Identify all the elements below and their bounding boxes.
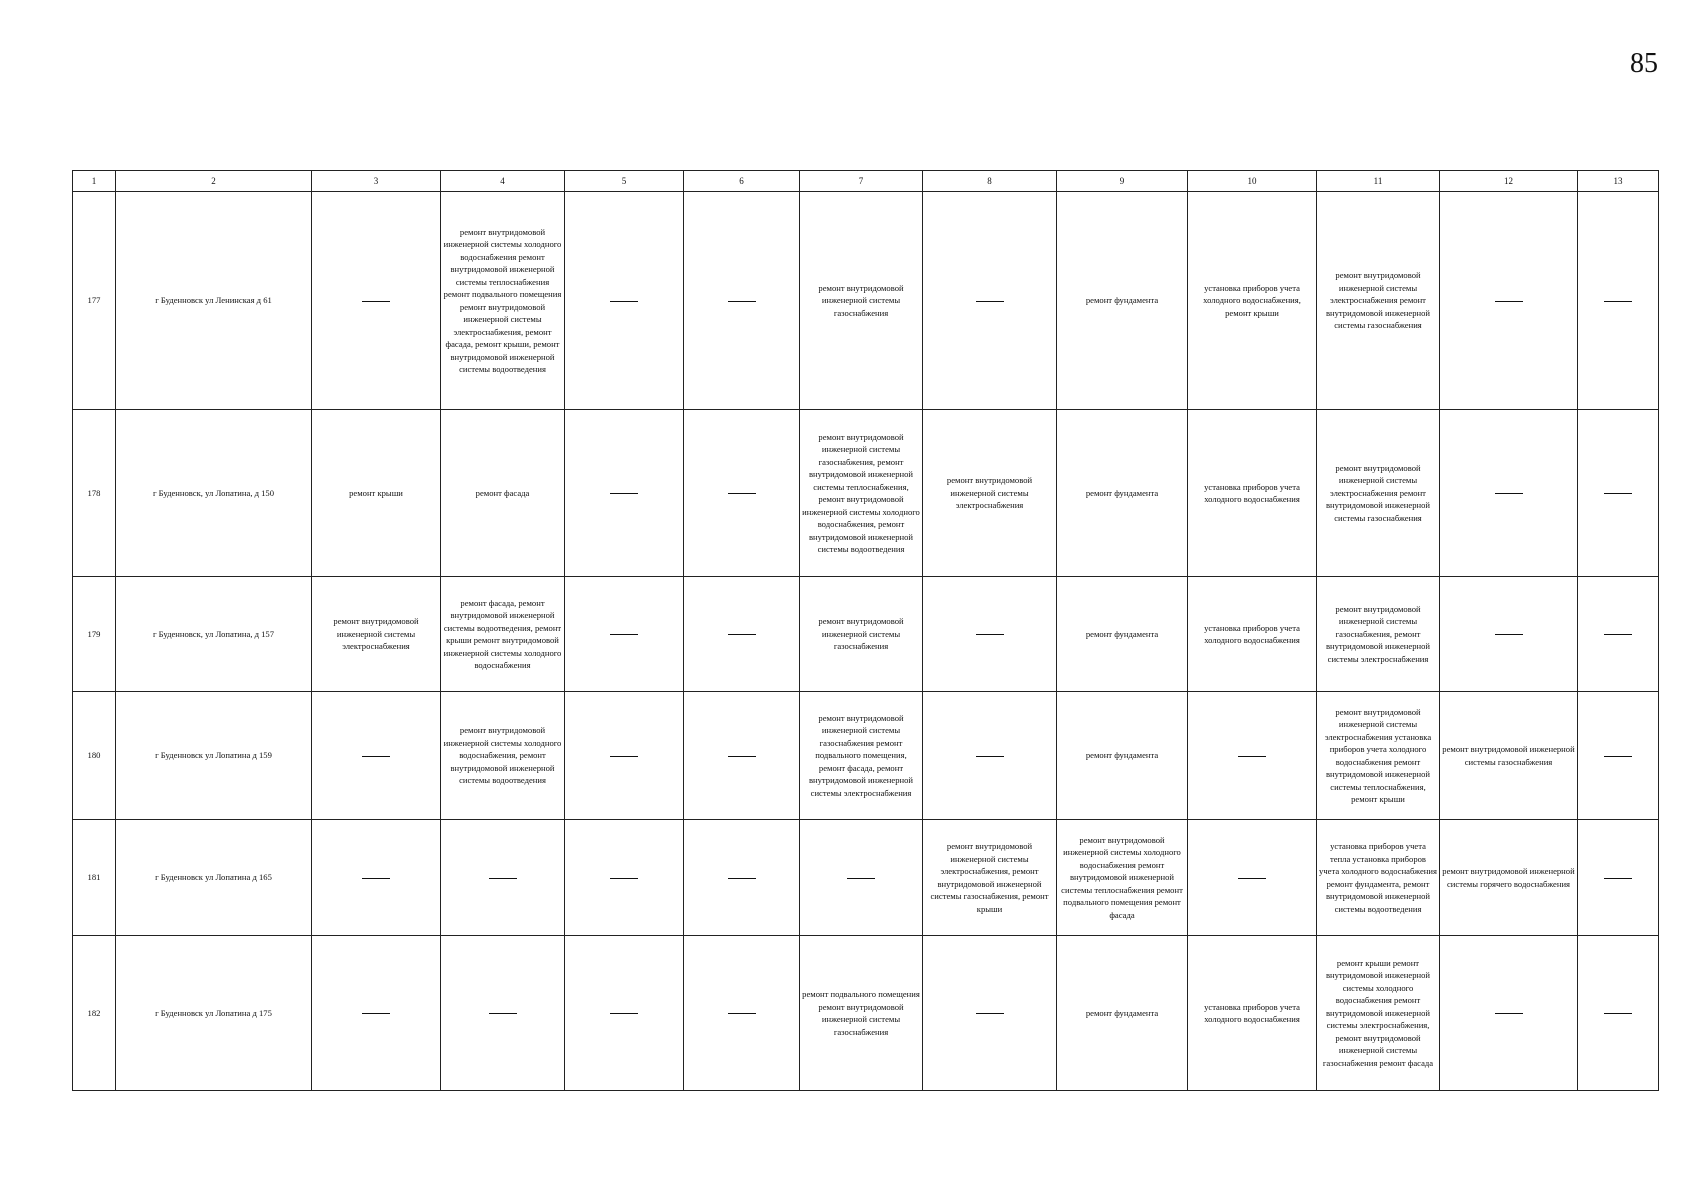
empty-dash-cell [565,936,684,1091]
empty-dash-cell [684,692,800,820]
empty-dash-cell [1578,577,1659,692]
table-cell: установка приборов учета холодного водоснабжения [1188,577,1317,692]
table-cell: ремонт внутридомовой инженерной системы электроснабжения [923,410,1057,577]
dash-mark [1495,634,1523,635]
empty-dash-cell [565,820,684,936]
table-cell: ремонт внутридомовой инженерной системы холодного водоснабжения, ремонт внутридомовой инженерной системы водоотведения [441,692,565,820]
column-header-8: 8 [923,171,1057,192]
dash-mark [847,878,875,879]
table-cell: ремонт внутридомовой инженерной системы электроснабжения [312,577,441,692]
table-cell: ремонт внутридомовой инженерной системы газоснабжения ремонт подвального помещения, ремонт фасада, ремонт внутридомовой инженерной системы электроснабжения [800,692,923,820]
empty-dash-cell [565,692,684,820]
column-header-3: 3 [312,171,441,192]
empty-dash-cell [1578,192,1659,410]
address-cell: г Буденновск, ул Лопатина, д 157 [116,577,312,692]
column-header-13: 13 [1578,171,1659,192]
table-cell: ремонт внутридомовой инженерной системы газоснабжения [800,192,923,410]
table-cell: ремонт внутридомовой инженерной системы холодного водоснабжения ремонт внутридомовой инженерной системы теплоснабжения ремонт подвального помещения ремонт внутридомовой инженерной системы электроснабжения, ремонт фасада, ремонт крыши, ремонт внутридомовой инженерной системы водоотведения [441,192,565,410]
table-cell: ремонт фундамента [1057,410,1188,577]
dash-mark [728,878,756,879]
table-cell: ремонт внутридомовой инженерной системы газоснабжения [1440,692,1578,820]
empty-dash-cell [312,692,441,820]
table-cell: ремонт фундамента [1057,936,1188,1091]
table-cell: ремонт фасада [441,410,565,577]
table-cell: ремонт фундамента [1057,577,1188,692]
address-cell: г Буденновск ул Ленинская д 61 [116,192,312,410]
dash-mark [976,1013,1004,1014]
table-cell: ремонт внутридомовой инженерной системы электроснабжения, ремонт внутридомовой инженерной системы газоснабжения, ремонт крыши [923,820,1057,936]
table-cell: ремонт внутридомовой инженерной системы электроснабжения ремонт внутридомовой инженерной системы газоснабжения [1317,192,1440,410]
dash-mark [1604,301,1632,302]
empty-dash-cell [565,577,684,692]
address-cell: г Буденновск ул Лопатина д 175 [116,936,312,1091]
row-number: 177 [73,192,116,410]
dash-mark [1495,301,1523,302]
dash-mark [610,756,638,757]
repair-schedule-table [72,170,1659,1091]
dash-mark [610,878,638,879]
empty-dash-cell [1440,410,1578,577]
dash-mark [976,634,1004,635]
empty-dash-cell [684,192,800,410]
dash-mark [728,301,756,302]
row-number: 181 [73,820,116,936]
column-header-5: 5 [565,171,684,192]
table-cell: установка приборов учета холодного водоснабжения, ремонт крыши [1188,192,1317,410]
table-cell: установка приборов учета холодного водоснабжения [1188,410,1317,577]
table-cell: установка приборов учета тепла установка приборов учета холодного водоснабжения ремонт фундамента, ремонт внутридомовой инженерной системы водоотведения [1317,820,1440,936]
header-row [73,171,1659,192]
table-row [73,577,1659,692]
empty-dash-cell [923,577,1057,692]
dash-mark [1495,1013,1523,1014]
empty-dash-cell [1440,577,1578,692]
row-number: 180 [73,692,116,820]
dash-mark [1495,493,1523,494]
column-header-4: 4 [441,171,565,192]
dash-mark [362,301,390,302]
table-cell: установка приборов учета холодного водоснабжения [1188,936,1317,1091]
empty-dash-cell [684,410,800,577]
row-number: 182 [73,936,116,1091]
column-header-11: 11 [1317,171,1440,192]
dash-mark [610,493,638,494]
page-number: 85 [1630,48,1658,79]
empty-dash-cell [1578,936,1659,1091]
dash-mark [728,493,756,494]
dash-mark [1604,634,1632,635]
column-header-7: 7 [800,171,923,192]
table-cell: ремонт внутридомовой инженерной системы горячего водоснабжения [1440,820,1578,936]
table-row [73,820,1659,936]
empty-dash-cell [312,820,441,936]
table-row [73,692,1659,820]
empty-dash-cell [923,692,1057,820]
empty-dash-cell [1440,936,1578,1091]
dash-mark [610,634,638,635]
dash-mark [728,634,756,635]
column-header-6: 6 [684,171,800,192]
empty-dash-cell [800,820,923,936]
empty-dash-cell [565,192,684,410]
column-header-9: 9 [1057,171,1188,192]
table-row [73,936,1659,1091]
dash-mark [976,301,1004,302]
empty-dash-cell [1188,692,1317,820]
table-cell: ремонт фасада, ремонт внутридомовой инженерной системы водоотведения, ремонт крыши ремонт внутридомовой инженерной системы холодного водоснабжения [441,577,565,692]
dash-mark [610,1013,638,1014]
dash-mark [1604,493,1632,494]
table-cell: ремонт фундамента [1057,192,1188,410]
table-cell: ремонт внутридомовой инженерной системы газоснабжения, ремонт внутридомовой инженерной системы электроснабжения [1317,577,1440,692]
empty-dash-cell [312,936,441,1091]
column-header-2: 2 [116,171,312,192]
dash-mark [362,756,390,757]
empty-dash-cell [565,410,684,577]
empty-dash-cell [1440,192,1578,410]
dash-mark [976,756,1004,757]
dash-mark [362,1013,390,1014]
empty-dash-cell [1578,410,1659,577]
table-cell: ремонт внутридомовой инженерной системы газоснабжения [800,577,923,692]
table-body [73,192,1659,1091]
address-cell: г Буденновск, ул Лопатина, д 150 [116,410,312,577]
table-cell: ремонт крыши [312,410,441,577]
empty-dash-cell [923,192,1057,410]
dash-mark [728,1013,756,1014]
table-cell: ремонт внутридомовой инженерной системы холодного водоснабжения ремонт внутридомовой инженерной системы теплоснабжения ремонт подвального помещения ремонт фасада [1057,820,1188,936]
empty-dash-cell [684,820,800,936]
empty-dash-cell [684,577,800,692]
address-cell: г Буденновск ул Лопатина д 159 [116,692,312,820]
empty-dash-cell [312,192,441,410]
dash-mark [728,756,756,757]
table-header [73,171,1659,192]
column-header-1: 1 [73,171,116,192]
dash-mark [489,1013,517,1014]
table-cell: ремонт фундамента [1057,692,1188,820]
table-cell: ремонт внутридомовой инженерной системы газоснабжения, ремонт внутридомовой инженерной системы теплоснабжения, ремонт внутридомовой инженерной системы холодного водоснабжения, ремонт внутридомовой инженерной системы водоотведения [800,410,923,577]
column-header-10: 10 [1188,171,1317,192]
empty-dash-cell [441,820,565,936]
address-cell: г Буденновск ул Лопатина д 165 [116,820,312,936]
column-header-12: 12 [1440,171,1578,192]
dash-mark [610,301,638,302]
empty-dash-cell [441,936,565,1091]
dash-mark [1604,1013,1632,1014]
empty-dash-cell [1188,820,1317,936]
row-number: 178 [73,410,116,577]
dash-mark [1604,878,1632,879]
empty-dash-cell [684,936,800,1091]
row-number: 179 [73,577,116,692]
table-row [73,192,1659,410]
dash-mark [362,878,390,879]
dash-mark [1238,878,1266,879]
dash-mark [1604,756,1632,757]
dash-mark [489,878,517,879]
empty-dash-cell [1578,820,1659,936]
table-cell: ремонт крыши ремонт внутридомовой инженерной системы холодного водоснабжения ремонт внутридомовой инженерной системы электроснабжения, ремонт внутридомовой инженерной системы газоснабжения ремонт фасада [1317,936,1440,1091]
table-cell: ремонт внутридомовой инженерной системы электроснабжения установка приборов учета холодного водоснабжения ремонт внутридомовой инженерной системы теплоснабжения, ремонт крыши [1317,692,1440,820]
table-cell: ремонт подвального помещения ремонт внутридомовой инженерной системы газоснабжения [800,936,923,1091]
dash-mark [1238,756,1266,757]
table-row [73,410,1659,577]
empty-dash-cell [923,936,1057,1091]
empty-dash-cell [1578,692,1659,820]
table-cell: ремонт внутридомовой инженерной системы электроснабжения ремонт внутридомовой инженерной системы газоснабжения [1317,410,1440,577]
